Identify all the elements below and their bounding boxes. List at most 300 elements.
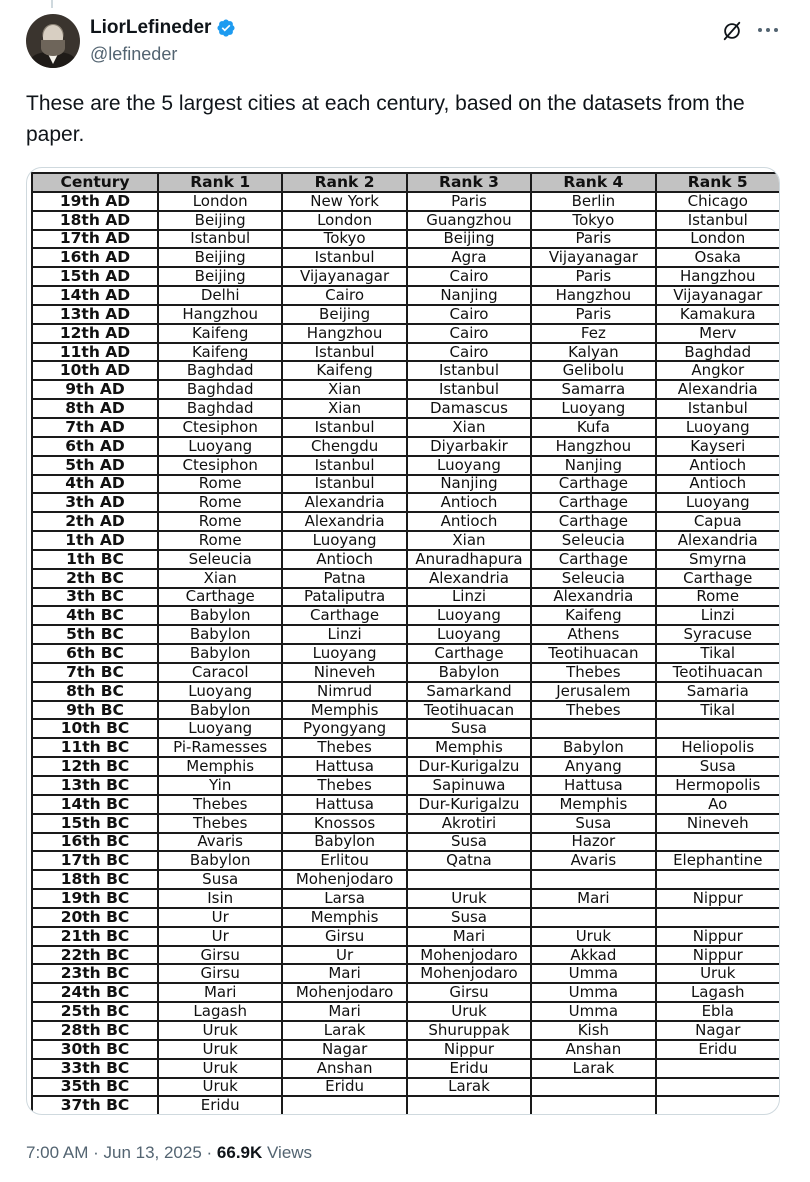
city-cell: Istanbul bbox=[282, 475, 406, 494]
table-row bbox=[32, 418, 780, 437]
city-cell: Antioch bbox=[407, 512, 531, 531]
city-cell: Istanbul bbox=[282, 343, 406, 362]
city-cell: Luoyang bbox=[282, 644, 406, 663]
table-row bbox=[32, 305, 780, 324]
city-cell: Athens bbox=[531, 625, 655, 644]
city-cell: Beijing bbox=[282, 305, 406, 324]
city-cell: Seleucia bbox=[531, 531, 655, 550]
century-cell: 25th BC bbox=[32, 1002, 158, 1021]
table-row bbox=[32, 851, 780, 870]
city-cell: Chengdu bbox=[282, 437, 406, 456]
city-cell: Carthage bbox=[531, 475, 655, 494]
century-cell: 24th BC bbox=[32, 983, 158, 1002]
city-cell: Antioch bbox=[656, 456, 780, 475]
city-cell: Thebes bbox=[282, 738, 406, 757]
tweet-text: These are the 5 largest cities at each century, based on the datasets from the paper. bbox=[26, 92, 745, 146]
century-cell: 11th BC bbox=[32, 738, 158, 757]
city-cell: New York bbox=[282, 192, 406, 211]
city-cell: Samarkand bbox=[407, 682, 531, 701]
tweet-time[interactable]: 7:00 AM bbox=[26, 1143, 89, 1162]
city-cell: Paris bbox=[531, 267, 655, 286]
city-cell: Elephantine bbox=[656, 851, 780, 870]
city-cell: Hangzhou bbox=[656, 267, 780, 286]
city-cell: Uruk bbox=[656, 964, 780, 983]
city-cell: Kufa bbox=[531, 418, 655, 437]
city-cell: Linzi bbox=[282, 625, 406, 644]
city-cell: Kamakura bbox=[656, 305, 780, 324]
city-cell: Istanbul bbox=[282, 456, 406, 475]
city-cell: Chicago bbox=[656, 192, 780, 211]
city-cell: Antioch bbox=[656, 475, 780, 494]
city-cell: Girsu bbox=[158, 964, 282, 983]
city-cell: Uruk bbox=[158, 1021, 282, 1040]
century-cell: 15th AD bbox=[32, 267, 158, 286]
century-cell: 8th AD bbox=[32, 399, 158, 418]
city-cell bbox=[656, 1096, 780, 1115]
table-row bbox=[32, 1096, 780, 1115]
city-cell: Lagash bbox=[158, 1002, 282, 1021]
city-cell: Carthage bbox=[531, 493, 655, 512]
grok-icon[interactable] bbox=[721, 20, 743, 42]
city-cell: Seleucia bbox=[158, 550, 282, 569]
city-cell: Teotihuacan bbox=[656, 663, 780, 682]
table-row bbox=[32, 908, 780, 927]
table-row bbox=[32, 475, 780, 494]
city-cell: Cairo bbox=[407, 305, 531, 324]
city-cell: Babylon bbox=[282, 833, 406, 852]
century-cell: 9th AD bbox=[32, 380, 158, 399]
city-cell: Susa bbox=[407, 833, 531, 852]
table-row bbox=[32, 230, 780, 249]
city-cell: Umma bbox=[531, 964, 655, 983]
city-cell: Memphis bbox=[407, 738, 531, 757]
city-cell: Smyrna bbox=[656, 550, 780, 569]
city-cell: Tokyo bbox=[282, 230, 406, 249]
city-cell bbox=[531, 870, 655, 889]
city-cell: Carthage bbox=[282, 606, 406, 625]
table-row bbox=[32, 361, 780, 380]
city-cell: Alexandria bbox=[282, 493, 406, 512]
city-cell: Girsu bbox=[407, 983, 531, 1002]
city-cell: Avaris bbox=[158, 833, 282, 852]
city-cell: London bbox=[158, 192, 282, 211]
table-row bbox=[32, 644, 780, 663]
city-cell: Mohenjodaro bbox=[282, 983, 406, 1002]
city-cell: Teotihuacan bbox=[531, 644, 655, 663]
city-cell: Larak bbox=[282, 1021, 406, 1040]
city-cell: Anshan bbox=[282, 1059, 406, 1078]
century-cell: 20th BC bbox=[32, 908, 158, 927]
table-row bbox=[32, 625, 780, 644]
city-cell: Beijing bbox=[407, 230, 531, 249]
city-cell: Ur bbox=[158, 908, 282, 927]
city-cell: Mari bbox=[407, 927, 531, 946]
city-cell: Avaris bbox=[531, 851, 655, 870]
city-cell: Nippur bbox=[656, 889, 780, 908]
city-cell: Antioch bbox=[407, 493, 531, 512]
author-handle[interactable]: @lefineder bbox=[90, 44, 178, 64]
city-cell: Vijayanagar bbox=[531, 248, 655, 267]
city-cell: Angkor bbox=[656, 361, 780, 380]
city-cell: Luoyang bbox=[158, 719, 282, 738]
city-cell: Beijing bbox=[158, 248, 282, 267]
table-column-header: Century bbox=[32, 173, 158, 192]
city-cell: Dur-Kurigalzu bbox=[407, 795, 531, 814]
city-cell: Kish bbox=[531, 1021, 655, 1040]
tweet-media-image[interactable] bbox=[26, 167, 780, 1115]
city-cell: Paris bbox=[407, 192, 531, 211]
city-cell: Luoyang bbox=[656, 493, 780, 512]
century-cell: 1th BC bbox=[32, 550, 158, 569]
city-cell: Nagar bbox=[282, 1040, 406, 1059]
table-row bbox=[32, 738, 780, 757]
city-cell: Rome bbox=[158, 475, 282, 494]
table-row bbox=[32, 211, 780, 230]
city-cell: Nippur bbox=[656, 946, 780, 965]
city-cell: Nanjing bbox=[407, 286, 531, 305]
table-row bbox=[32, 833, 780, 852]
largest-cities-table bbox=[31, 172, 780, 1115]
city-cell: Kayseri bbox=[656, 437, 780, 456]
city-cell: Ur bbox=[282, 946, 406, 965]
city-cell: Larak bbox=[407, 1078, 531, 1097]
city-cell: Luoyang bbox=[407, 456, 531, 475]
century-cell: 3th AD bbox=[32, 493, 158, 512]
century-cell: 10th BC bbox=[32, 719, 158, 738]
views-count: 66.9K bbox=[216, 1143, 263, 1162]
city-cell: Paris bbox=[531, 230, 655, 249]
table-row bbox=[32, 757, 780, 776]
table-column-header: Rank 5 bbox=[656, 173, 780, 192]
city-cell: Syracuse bbox=[656, 625, 780, 644]
city-cell: Heliopolis bbox=[656, 738, 780, 757]
city-cell: Istanbul bbox=[282, 418, 406, 437]
city-cell: Tikal bbox=[656, 701, 780, 720]
city-cell: Tikal bbox=[656, 644, 780, 663]
table-row bbox=[32, 192, 780, 211]
city-cell: Cairo bbox=[407, 343, 531, 362]
city-cell: Berlin bbox=[531, 192, 655, 211]
table-row bbox=[32, 795, 780, 814]
city-cell bbox=[656, 833, 780, 852]
century-cell: 22th BC bbox=[32, 946, 158, 965]
city-cell: Hattusa bbox=[531, 776, 655, 795]
city-cell: Shuruppak bbox=[407, 1021, 531, 1040]
city-cell: Babylon bbox=[158, 701, 282, 720]
avatar[interactable] bbox=[26, 14, 80, 68]
city-cell: Carthage bbox=[531, 512, 655, 531]
city-cell: Vijayanagar bbox=[656, 286, 780, 305]
table-row bbox=[32, 343, 780, 362]
city-cell bbox=[656, 1059, 780, 1078]
city-cell: Ebla bbox=[656, 1002, 780, 1021]
table-row bbox=[32, 946, 780, 965]
city-cell: Thebes bbox=[158, 814, 282, 833]
city-cell: Knossos bbox=[282, 814, 406, 833]
city-cell: Istanbul bbox=[407, 380, 531, 399]
city-cell: Caracol bbox=[158, 663, 282, 682]
verified-badge-icon bbox=[216, 18, 236, 38]
city-cell: Hermopolis bbox=[656, 776, 780, 795]
meta-separator: · bbox=[201, 1143, 217, 1162]
city-cell: Babylon bbox=[158, 644, 282, 663]
meta-separator: · bbox=[88, 1143, 104, 1162]
century-cell: 11th AD bbox=[32, 343, 158, 362]
table-row bbox=[32, 682, 780, 701]
city-cell: Rome bbox=[158, 531, 282, 550]
city-cell: Beijing bbox=[158, 211, 282, 230]
century-cell: 14th BC bbox=[32, 795, 158, 814]
city-cell: Istanbul bbox=[282, 248, 406, 267]
city-cell: Patna bbox=[282, 569, 406, 588]
table-row bbox=[32, 814, 780, 833]
city-cell: Jerusalem bbox=[531, 682, 655, 701]
table-row bbox=[32, 606, 780, 625]
city-cell: Cairo bbox=[407, 324, 531, 343]
city-cell: Antioch bbox=[282, 550, 406, 569]
city-cell: Merv bbox=[656, 324, 780, 343]
century-cell: 16th AD bbox=[32, 248, 158, 267]
tweet-header bbox=[26, 14, 786, 70]
century-cell: 5th BC bbox=[32, 625, 158, 644]
century-cell: 7th BC bbox=[32, 663, 158, 682]
table-row bbox=[32, 870, 780, 889]
table-row bbox=[32, 719, 780, 738]
city-cell: Fez bbox=[531, 324, 655, 343]
city-cell: Qatna bbox=[407, 851, 531, 870]
city-cell bbox=[531, 1078, 655, 1097]
table-row bbox=[32, 701, 780, 720]
century-cell: 5th AD bbox=[32, 456, 158, 475]
century-cell: 4th AD bbox=[32, 475, 158, 494]
city-cell: Hangzhou bbox=[282, 324, 406, 343]
city-cell: Thebes bbox=[531, 701, 655, 720]
city-cell bbox=[531, 719, 655, 738]
city-cell: Delhi bbox=[158, 286, 282, 305]
more-options-icon[interactable] bbox=[756, 26, 780, 34]
table-row bbox=[32, 776, 780, 795]
century-cell: 33th BC bbox=[32, 1059, 158, 1078]
city-cell: London bbox=[656, 230, 780, 249]
city-cell: Eridu bbox=[656, 1040, 780, 1059]
city-cell: Mohenjodaro bbox=[407, 946, 531, 965]
city-cell: Samarra bbox=[531, 380, 655, 399]
city-cell bbox=[656, 1078, 780, 1097]
century-cell: 35th BC bbox=[32, 1078, 158, 1097]
city-cell: Susa bbox=[656, 757, 780, 776]
century-cell: 6th BC bbox=[32, 644, 158, 663]
city-cell: Uruk bbox=[158, 1059, 282, 1078]
table-row bbox=[32, 324, 780, 343]
author-display-name[interactable]: LiorLefineder bbox=[90, 17, 212, 38]
city-cell: Girsu bbox=[282, 927, 406, 946]
city-cell: Luoyang bbox=[158, 437, 282, 456]
city-cell: Babylon bbox=[158, 625, 282, 644]
city-cell: Linzi bbox=[656, 606, 780, 625]
city-cell: Samaria bbox=[656, 682, 780, 701]
city-cell: Paris bbox=[531, 305, 655, 324]
city-cell: Pyongyang bbox=[282, 719, 406, 738]
century-cell: 2th AD bbox=[32, 512, 158, 531]
city-cell bbox=[407, 1096, 531, 1115]
city-cell: Vijayanagar bbox=[282, 267, 406, 286]
city-cell: Akrotiri bbox=[407, 814, 531, 833]
city-cell: Anuradhapura bbox=[407, 550, 531, 569]
tweet-metadata bbox=[26, 1141, 312, 1165]
city-cell: Dur-Kurigalzu bbox=[407, 757, 531, 776]
city-cell: Gelibolu bbox=[531, 361, 655, 380]
century-cell: 8th BC bbox=[32, 682, 158, 701]
city-cell bbox=[531, 908, 655, 927]
century-cell: 17th BC bbox=[32, 851, 158, 870]
city-cell: Uruk bbox=[158, 1078, 282, 1097]
city-cell: Mohenjodaro bbox=[407, 964, 531, 983]
city-cell: Erlitou bbox=[282, 851, 406, 870]
table-row bbox=[32, 588, 780, 607]
city-cell: Rome bbox=[158, 512, 282, 531]
city-cell: Ur bbox=[158, 927, 282, 946]
city-cell: Xian bbox=[282, 380, 406, 399]
city-cell: Alexandria bbox=[282, 512, 406, 531]
city-cell: Linzi bbox=[407, 588, 531, 607]
table-row bbox=[32, 1021, 780, 1040]
century-cell: 18th BC bbox=[32, 870, 158, 889]
century-cell: 21th BC bbox=[32, 927, 158, 946]
city-cell: Girsu bbox=[158, 946, 282, 965]
city-cell bbox=[531, 1096, 655, 1115]
author-name-row bbox=[90, 16, 236, 40]
city-cell: Ctesiphon bbox=[158, 456, 282, 475]
city-cell: Babylon bbox=[158, 851, 282, 870]
table-column-header: Rank 2 bbox=[282, 173, 406, 192]
table-row bbox=[32, 456, 780, 475]
city-cell: Umma bbox=[531, 1002, 655, 1021]
city-cell: Anyang bbox=[531, 757, 655, 776]
city-cell: Susa bbox=[407, 719, 531, 738]
table-row bbox=[32, 1078, 780, 1097]
city-cell: Kaifeng bbox=[531, 606, 655, 625]
city-cell bbox=[656, 908, 780, 927]
thread-connector-line bbox=[51, 0, 53, 8]
city-cell: Baghdad bbox=[158, 399, 282, 418]
city-cell: Isin bbox=[158, 889, 282, 908]
city-cell: Susa bbox=[158, 870, 282, 889]
century-cell: 14th AD bbox=[32, 286, 158, 305]
city-cell: Mari bbox=[282, 964, 406, 983]
table-row bbox=[32, 512, 780, 531]
city-cell: Kaifeng bbox=[282, 361, 406, 380]
city-cell: Nippur bbox=[656, 927, 780, 946]
city-cell: Istanbul bbox=[158, 230, 282, 249]
city-cell: Lagash bbox=[656, 983, 780, 1002]
city-cell: Thebes bbox=[158, 795, 282, 814]
city-cell: Istanbul bbox=[656, 211, 780, 230]
city-cell: Baghdad bbox=[158, 380, 282, 399]
city-cell: Kalyan bbox=[531, 343, 655, 362]
city-cell: Istanbul bbox=[407, 361, 531, 380]
tweet-date[interactable]: Jun 13, 2025 bbox=[103, 1143, 202, 1162]
city-cell: Hattusa bbox=[282, 757, 406, 776]
table-row bbox=[32, 399, 780, 418]
city-cell: Guangzhou bbox=[407, 211, 531, 230]
city-cell: Luoyang bbox=[531, 399, 655, 418]
city-cell: Capua bbox=[656, 512, 780, 531]
city-cell: Hangzhou bbox=[531, 286, 655, 305]
city-cell: Uruk bbox=[407, 1002, 531, 1021]
city-cell: Teotihuacan bbox=[407, 701, 531, 720]
century-cell: 2th BC bbox=[32, 569, 158, 588]
century-cell: 16th BC bbox=[32, 833, 158, 852]
city-cell: Nimrud bbox=[282, 682, 406, 701]
city-cell: Alexandria bbox=[656, 531, 780, 550]
table-row bbox=[32, 286, 780, 305]
city-cell: Baghdad bbox=[158, 361, 282, 380]
table-row bbox=[32, 1059, 780, 1078]
city-cell: Babylon bbox=[158, 606, 282, 625]
city-cell: Mari bbox=[158, 983, 282, 1002]
city-cell: Kaifeng bbox=[158, 324, 282, 343]
city-cell: Agra bbox=[407, 248, 531, 267]
city-cell: Cairo bbox=[282, 286, 406, 305]
city-cell: Susa bbox=[531, 814, 655, 833]
table-row bbox=[32, 927, 780, 946]
table-row bbox=[32, 1002, 780, 1021]
city-cell: Akkad bbox=[531, 946, 655, 965]
city-cell: Xian bbox=[158, 569, 282, 588]
city-cell: Hangzhou bbox=[158, 305, 282, 324]
views-label: Views bbox=[262, 1143, 313, 1162]
century-cell: 15th BC bbox=[32, 814, 158, 833]
city-cell: Uruk bbox=[531, 927, 655, 946]
city-cell: Rome bbox=[656, 588, 780, 607]
city-cell: Sapinuwa bbox=[407, 776, 531, 795]
city-cell: Memphis bbox=[282, 908, 406, 927]
city-cell: Pataliputra bbox=[282, 588, 406, 607]
century-cell: 18th AD bbox=[32, 211, 158, 230]
table-row bbox=[32, 493, 780, 512]
city-cell: Kaifeng bbox=[158, 343, 282, 362]
table-row bbox=[32, 889, 780, 908]
table-row bbox=[32, 267, 780, 286]
city-cell: Nanjing bbox=[531, 456, 655, 475]
city-cell: Hangzhou bbox=[531, 437, 655, 456]
table-row bbox=[32, 531, 780, 550]
city-cell: Nippur bbox=[407, 1040, 531, 1059]
city-cell: Larsa bbox=[282, 889, 406, 908]
city-cell: Eridu bbox=[158, 1096, 282, 1115]
century-cell: 12th AD bbox=[32, 324, 158, 343]
table-row bbox=[32, 983, 780, 1002]
city-cell: Uruk bbox=[158, 1040, 282, 1059]
city-cell: Eridu bbox=[407, 1059, 531, 1078]
century-cell: 6th AD bbox=[32, 437, 158, 456]
century-cell: 7th AD bbox=[32, 418, 158, 437]
table-column-header: Rank 1 bbox=[158, 173, 282, 192]
city-cell: Nagar bbox=[656, 1021, 780, 1040]
city-cell: Uruk bbox=[407, 889, 531, 908]
city-cell: Carthage bbox=[531, 550, 655, 569]
city-cell: Susa bbox=[407, 908, 531, 927]
city-cell: Mari bbox=[531, 889, 655, 908]
century-cell: 9th BC bbox=[32, 701, 158, 720]
city-cell: Memphis bbox=[282, 701, 406, 720]
city-cell bbox=[656, 719, 780, 738]
table-row bbox=[32, 569, 780, 588]
city-cell: Ao bbox=[656, 795, 780, 814]
city-cell: Luoyang bbox=[407, 606, 531, 625]
city-cell: Diyarbakir bbox=[407, 437, 531, 456]
city-cell: Beijing bbox=[158, 267, 282, 286]
